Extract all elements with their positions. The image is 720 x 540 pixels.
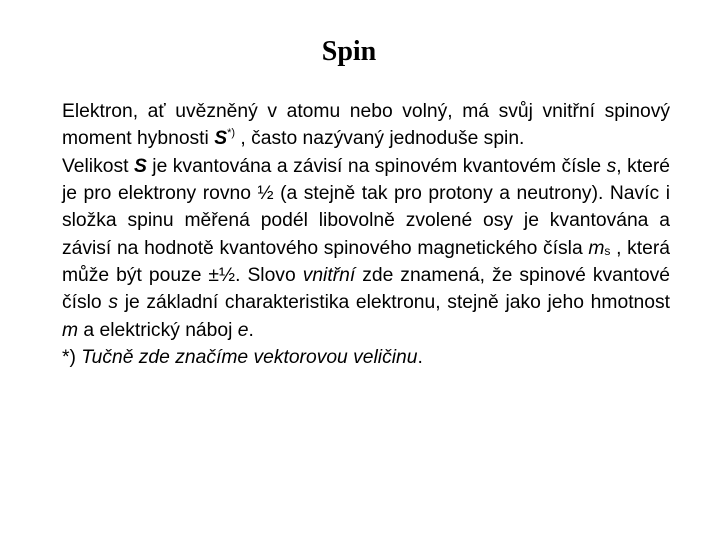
symbol-spin-quantum-number: s: [108, 292, 118, 314]
emphasis-vnitrni: vnitřní: [302, 265, 356, 287]
footnote: [62, 344, 670, 371]
slide-body: [62, 98, 670, 371]
symbol-spin-vector: S: [133, 155, 147, 177]
symbol-spin-vector: S: [214, 128, 228, 150]
footnote-end: .: [417, 347, 423, 369]
paragraph-spin-quantization: [62, 153, 670, 344]
symbol-magnetic-quantum-number-subscript: s: [604, 243, 611, 258]
text-run: .: [248, 319, 254, 341]
symbol-charge: e: [237, 319, 249, 341]
text-run: zde znamená, že spinové kvantové číslo: [62, 265, 670, 314]
symbol-spin-quantum-number: s: [606, 155, 617, 177]
text-run: a elektrický náboj: [78, 319, 238, 341]
text-run: je kvantována a závisí na spinovém kvantovém čísle: [146, 155, 607, 177]
text-run: Velikost: [62, 155, 134, 177]
footnote-mark: *): [62, 347, 82, 369]
text-run: , která může být pouze ±½. Slovo: [62, 237, 670, 287]
text-run: Elektron, ať uvězněný v atomu nebo volný, má svůj vnitřní spinový moment hybnosti: [62, 101, 670, 150]
text-run: , které je pro elektrony rovno ½ (a stejně tak pro protony a neutrony). Navíc i složka spinu měřená podél libovolně zvolené osy je kvantována a závisí na hodnotě kvantového spinového magnetického čísla: [62, 155, 670, 259]
text-run: je základní charakteristika elektronu, stejně jako jeho hmotnost: [118, 292, 670, 314]
slide-title: Spin: [321, 36, 377, 67]
paragraph-spin-definition: [62, 98, 670, 153]
symbol-magnetic-quantum-number: m: [588, 237, 605, 259]
footnote-reference: *): [227, 126, 236, 139]
footnote-text: Tučně zde značíme vektorovou veličinu: [81, 347, 418, 369]
text-run: , často nazývaný jednoduše spin.: [235, 128, 525, 150]
symbol-mass: m: [62, 319, 79, 341]
